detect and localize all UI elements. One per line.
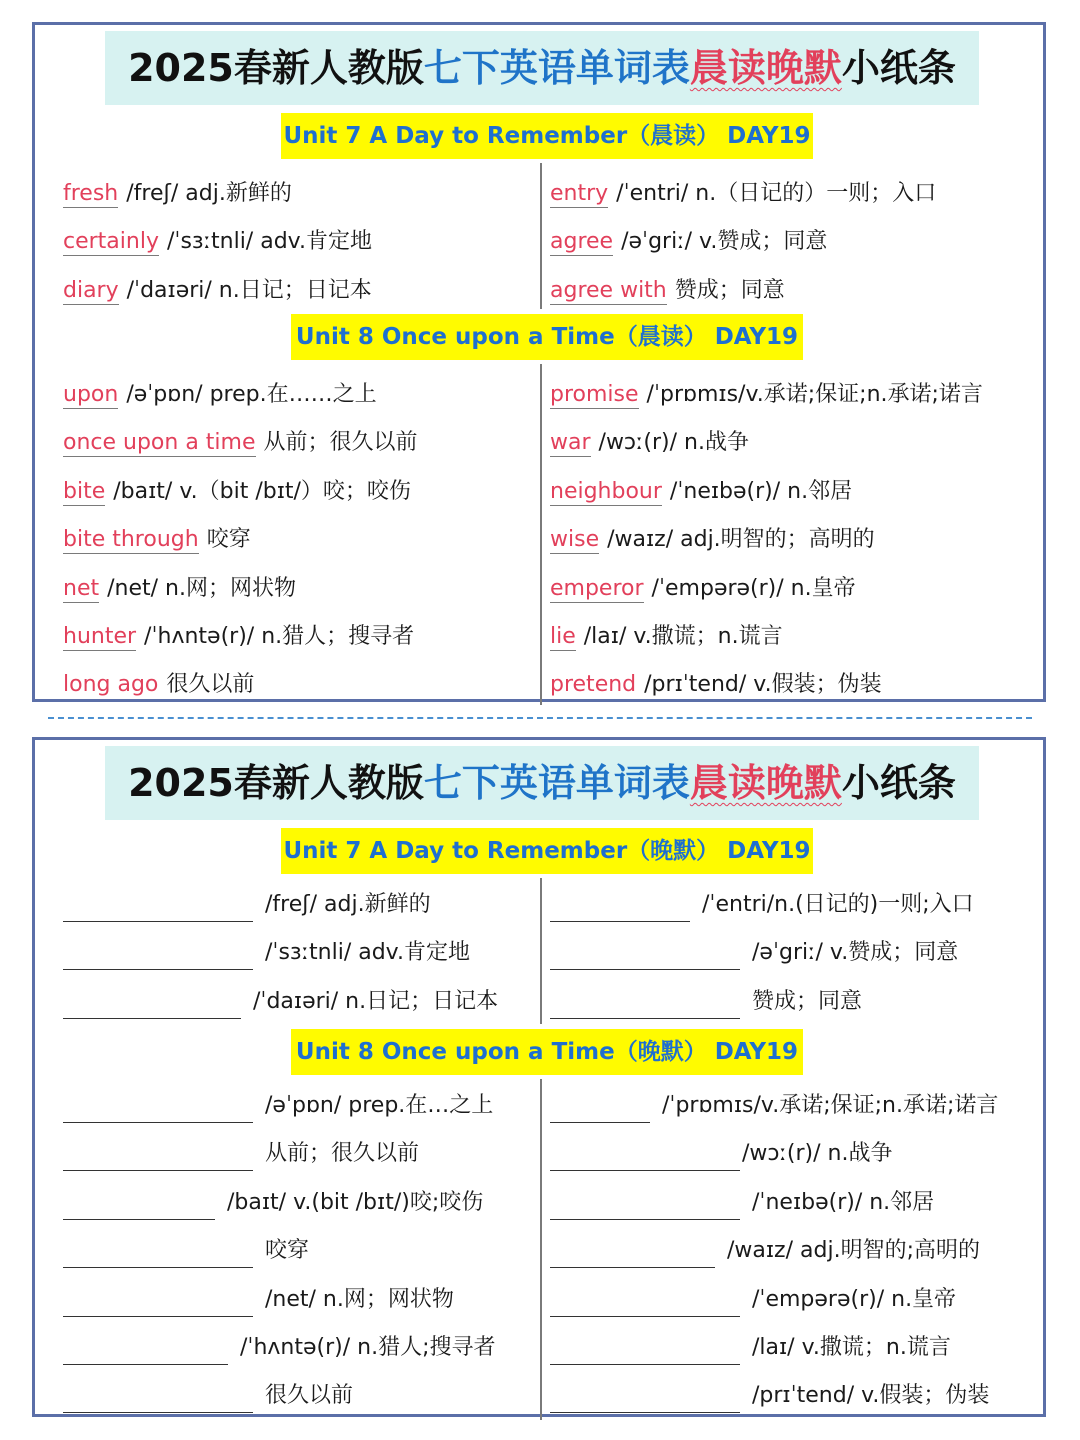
dictation-row xyxy=(63,1283,454,1317)
vocab-definition: 咬穿 xyxy=(206,527,251,552)
vocab-word: wise xyxy=(550,527,600,552)
dictation-row xyxy=(550,1089,998,1123)
dictation-definition: /ˈentri/n.(日记的)一则;入口 xyxy=(702,892,974,917)
dictation-definition: /net/ n.网；网状物 xyxy=(265,1287,454,1312)
vocab-definition: /ˈneɪbə(r)/ n.邻居 xyxy=(669,479,853,504)
vocab-definition: /net/ n.网；网状物 xyxy=(107,576,296,601)
dictation-definition: /waɪz/ adj.明智的;高明的 xyxy=(727,1238,980,1263)
vocab-word: promise xyxy=(550,382,639,407)
vocab-word: diary xyxy=(63,278,119,303)
dictation-row xyxy=(63,1379,353,1413)
dictation-definition: 咬穿 xyxy=(265,1238,310,1263)
vocab-word: certainly xyxy=(63,229,159,254)
dictation-row xyxy=(550,1331,951,1365)
dictation-definition: 很久以前 xyxy=(265,1383,354,1408)
dictation-definition: /əˈpɒn/ prep.在…之上 xyxy=(265,1093,494,1118)
column-divider xyxy=(540,1079,542,1420)
vocab-word: net xyxy=(63,576,100,601)
answer-blank[interactable] xyxy=(63,1193,215,1220)
vocab-definition: /prɪˈtend/ v.假装；伪装 xyxy=(644,672,882,697)
dictation-row xyxy=(63,1089,493,1123)
vocab-definition: /baɪt/ v.（bit /bɪt/）咬；咬伤 xyxy=(113,479,411,504)
dictation-definition: /ˈempərə(r)/ n.皇帝 xyxy=(752,1287,957,1312)
vocab-definition: 从前；很久以前 xyxy=(263,430,418,455)
answer-blank[interactable] xyxy=(63,1338,228,1365)
vocab-word: agree xyxy=(550,229,614,254)
dictation-definition: /freʃ/ adj.新鲜的 xyxy=(265,892,431,917)
vocab-row xyxy=(550,426,749,460)
column-divider xyxy=(540,364,542,705)
dictation-row xyxy=(63,1234,309,1268)
vocab-row xyxy=(63,225,372,259)
dashed-cut-line xyxy=(48,717,1032,719)
vocab-word: upon xyxy=(63,382,119,407)
vocab-row xyxy=(550,378,983,412)
unit7-header: Unit 7 A Day to Remember（晚默） DAY19 xyxy=(281,828,813,874)
vocab-word: bite through xyxy=(63,527,199,552)
dictation-row xyxy=(63,936,470,970)
vocab-definition: /əˈpɒn/ prep.在……之上 xyxy=(126,382,377,407)
dictation-definition: /ˈdaɪəri/ n.日记；日记本 xyxy=(253,989,499,1014)
vocab-word: emperor xyxy=(550,576,644,601)
vocab-definition: /əˈgriː/ v.赞成；同意 xyxy=(621,229,828,254)
answer-blank[interactable] xyxy=(550,1241,715,1268)
vocab-word: pretend xyxy=(550,672,637,697)
unit8-header: Unit 8 Once upon a Time（晨读） DAY19 xyxy=(291,314,803,360)
vocab-definition: /ˈempərə(r)/ n.皇帝 xyxy=(651,576,856,601)
vocab-definition: /ˈentri/ n.（日记的）一则；入口 xyxy=(616,181,937,206)
vocab-definition: 赞成；同意 xyxy=(674,278,785,303)
dictation-definition: 从前；很久以前 xyxy=(265,1141,420,1166)
answer-blank[interactable] xyxy=(550,943,740,970)
answer-blank[interactable] xyxy=(63,895,253,922)
dictation-row xyxy=(550,888,974,922)
dictation-definition: 赞成；同意 xyxy=(752,989,863,1014)
vocab-definition: /waɪz/ adj.明智的；高明的 xyxy=(607,527,875,552)
dictation-row xyxy=(550,936,958,970)
dictation-row xyxy=(63,888,431,922)
dictation-row xyxy=(63,1186,483,1220)
title-part-3: 晨读晚默 xyxy=(689,761,842,805)
title-part-1: 2025春新人教版 xyxy=(128,46,424,90)
answer-blank[interactable] xyxy=(550,1338,740,1365)
answer-blank[interactable] xyxy=(550,992,740,1019)
vocab-word: war xyxy=(550,430,591,455)
vocab-row xyxy=(63,378,377,412)
dictation-definition: /ˈsɜːtnli/ adv.肯定地 xyxy=(265,940,470,965)
vocab-row xyxy=(550,572,856,606)
dictation-definition: /baɪt/ v.(bit /bɪt/)咬;咬伤 xyxy=(227,1190,484,1215)
vocab-row xyxy=(550,668,882,702)
answer-blank[interactable] xyxy=(550,1144,740,1171)
vocab-word: once upon a time xyxy=(63,430,256,455)
title-part-3: 晨读晚默 xyxy=(689,46,842,90)
answer-blank[interactable] xyxy=(63,1144,253,1171)
title-part-1: 2025春新人教版 xyxy=(128,761,424,805)
vocab-row xyxy=(550,620,783,654)
vocab-definition: /wɔː(r)/ n.战争 xyxy=(598,430,749,455)
answer-blank[interactable] xyxy=(550,1193,740,1220)
answer-blank[interactable] xyxy=(63,992,241,1019)
vocab-definition: /ˈprɒmɪs/v.承诺;保证;n.承诺;诺言 xyxy=(646,382,983,407)
vocab-row xyxy=(550,177,936,211)
answer-blank[interactable] xyxy=(63,1241,253,1268)
unit7-header: Unit 7 A Day to Remember（晨读） DAY19 xyxy=(281,113,813,159)
evening-dictation-card xyxy=(32,737,1046,1417)
dictation-row xyxy=(550,1379,989,1413)
vocab-definition: /freʃ/ adj.新鲜的 xyxy=(126,181,292,206)
answer-blank[interactable] xyxy=(550,1290,740,1317)
vocab-row xyxy=(63,274,372,308)
column-divider xyxy=(540,878,542,1024)
answer-blank[interactable] xyxy=(550,1386,740,1413)
dictation-row xyxy=(550,1137,892,1171)
vocab-row xyxy=(550,225,827,259)
vocab-row xyxy=(550,523,875,557)
title-part-2: 七下英语单词表 xyxy=(423,761,690,805)
vocab-word: fresh xyxy=(63,181,119,206)
column-divider xyxy=(540,163,542,309)
dictation-definition: /əˈgriː/ v.赞成；同意 xyxy=(752,940,959,965)
vocab-row xyxy=(63,668,254,702)
answer-blank[interactable] xyxy=(550,1096,650,1123)
vocab-definition: /ˈdaɪəri/ n.日记；日记本 xyxy=(126,278,372,303)
morning-reading-card xyxy=(32,22,1046,702)
vocab-definition: 很久以前 xyxy=(166,672,255,697)
dictation-row xyxy=(63,985,498,1019)
title-part-4: 小纸条 xyxy=(841,46,956,90)
dictation-definition: /laɪ/ v.撒谎；n.谎言 xyxy=(752,1335,951,1360)
unit8-header: Unit 8 Once upon a Time（晚默） DAY19 xyxy=(291,1029,803,1075)
vocab-definition: /ˈsɜːtnli/ adv.肯定地 xyxy=(166,229,372,254)
dictation-definition: /wɔː(r)/ n.战争 xyxy=(742,1141,893,1166)
dictation-row xyxy=(550,1234,980,1268)
dictation-definition: /prɪˈtend/ v.假装；伪装 xyxy=(752,1383,990,1408)
vocab-definition: /laɪ/ v.撒谎；n.谎言 xyxy=(583,624,783,649)
vocab-word: lie xyxy=(550,624,576,649)
vocab-row xyxy=(63,572,296,606)
dictation-row xyxy=(550,1283,956,1317)
vocab-row xyxy=(63,620,414,654)
card-title xyxy=(105,31,979,105)
title-part-4: 小纸条 xyxy=(841,761,956,805)
vocab-row xyxy=(550,475,852,509)
vocab-definition: /ˈhʌntə(r)/ n.猎人；搜寻者 xyxy=(144,624,415,649)
vocab-row xyxy=(63,475,411,509)
dictation-row xyxy=(63,1331,496,1365)
vocab-word: agree with xyxy=(550,278,667,303)
card-title xyxy=(105,746,979,820)
dictation-row xyxy=(63,1137,419,1171)
answer-blank[interactable] xyxy=(63,943,253,970)
dictation-definition: /ˈprɒmɪs/v.承诺;保证;n.承诺;诺言 xyxy=(662,1093,999,1118)
answer-blank[interactable] xyxy=(63,1386,253,1413)
answer-blank[interactable] xyxy=(63,1096,253,1123)
vocab-row xyxy=(63,177,292,211)
dictation-row xyxy=(550,985,862,1019)
vocab-word: bite xyxy=(63,479,106,504)
vocab-word: neighbour xyxy=(550,479,662,504)
vocab-row xyxy=(550,274,785,308)
vocab-word: hunter xyxy=(63,624,137,649)
answer-blank[interactable] xyxy=(63,1290,253,1317)
vocab-word: long ago xyxy=(63,672,159,697)
dictation-row xyxy=(550,1186,934,1220)
dictation-definition: /ˈhʌntə(r)/ n.猎人;搜寻者 xyxy=(240,1335,496,1360)
vocab-row xyxy=(63,426,418,460)
vocab-row xyxy=(63,523,251,557)
title-part-2: 七下英语单词表 xyxy=(423,46,690,90)
vocab-word: entry xyxy=(550,181,609,206)
answer-blank[interactable] xyxy=(550,895,690,922)
dictation-definition: /ˈneɪbə(r)/ n.邻居 xyxy=(752,1190,935,1215)
